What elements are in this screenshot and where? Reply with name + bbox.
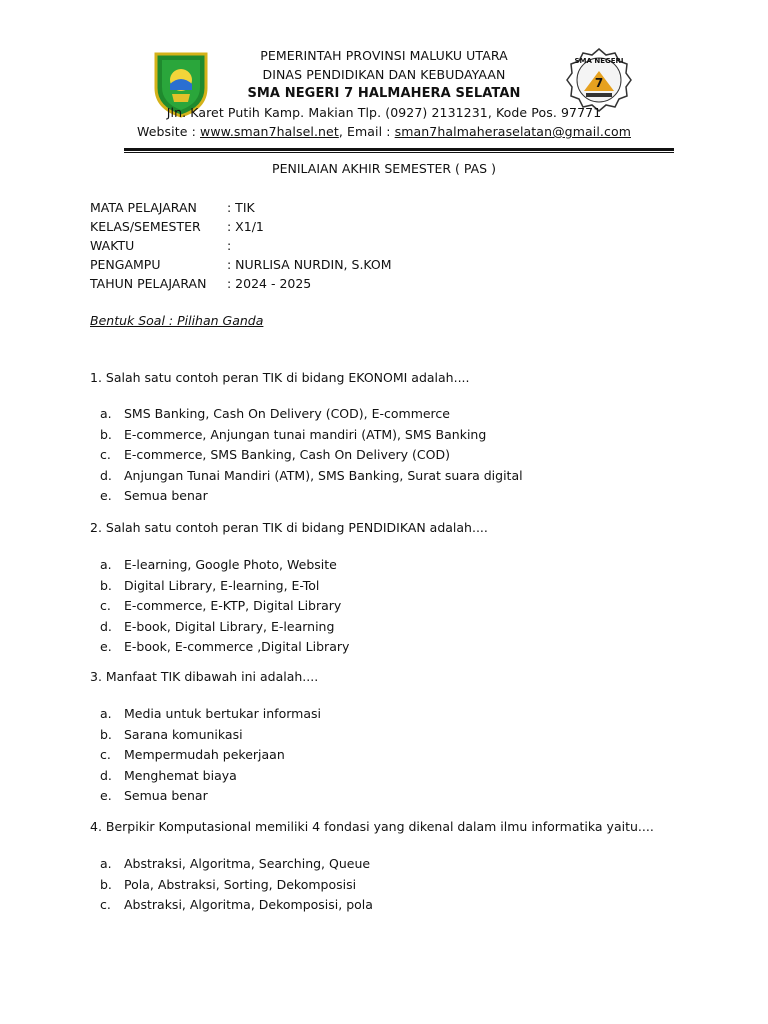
question-type: Bentuk Soal : Pilihan Ganda bbox=[90, 313, 264, 328]
exam-title: PENILAIAN AKHIR SEMESTER ( PAS ) bbox=[272, 161, 496, 176]
option bbox=[100, 555, 349, 576]
option-text: Media untuk bertukar informasi bbox=[124, 706, 321, 721]
meta-row bbox=[90, 217, 392, 236]
option bbox=[100, 725, 321, 746]
option-letter: b. bbox=[100, 426, 112, 442]
question-3: 3. Manfaat TIK dibawah ini adalah.... bbox=[90, 669, 319, 684]
option-text: Anjungan Tunai Mandiri (ATM), SMS Banking, Surat suara digital bbox=[124, 467, 523, 483]
option-text: E-book, E-commerce ,Digital Library bbox=[124, 639, 350, 654]
option-text: E-commerce, SMS Banking, Cash On Delivery (COD) bbox=[124, 447, 450, 462]
option-text: Menghemat biaya bbox=[124, 767, 237, 783]
option-text: Semua benar bbox=[124, 488, 208, 503]
option-letter: a. bbox=[100, 557, 112, 572]
option bbox=[100, 486, 523, 507]
option bbox=[100, 745, 321, 766]
meta-value: : NURLISA NURDIN, S.KOM bbox=[227, 257, 392, 272]
option bbox=[100, 404, 523, 425]
meta-row bbox=[90, 236, 392, 255]
option bbox=[100, 875, 373, 896]
option-text: Abstraksi, Algoritma, Dekomposisi, pola bbox=[124, 897, 373, 912]
letterhead-divider-thin bbox=[124, 152, 674, 153]
option-letter: c. bbox=[100, 598, 111, 613]
option-text: Pola, Abstraksi, Sorting, Dekomposisi bbox=[124, 876, 357, 892]
question-2-options bbox=[100, 555, 349, 658]
option-letter: b. bbox=[100, 577, 112, 593]
option bbox=[100, 766, 321, 787]
website-link[interactable]: www.sman7halsel.net bbox=[200, 124, 339, 139]
meta-key: KELAS/SEMESTER bbox=[90, 219, 201, 234]
option-letter: d. bbox=[100, 767, 112, 783]
option-text: E-commerce, Anjungan tunai mandiri (ATM), SMS Banking bbox=[124, 426, 487, 442]
option-letter: c. bbox=[100, 897, 111, 912]
option bbox=[100, 445, 523, 466]
letterhead bbox=[0, 46, 768, 141]
option bbox=[100, 576, 349, 597]
question-3-options bbox=[100, 704, 321, 807]
option bbox=[100, 596, 349, 617]
seal-number: 7 bbox=[594, 76, 604, 90]
option-text: Sarana komunikasi bbox=[124, 726, 243, 742]
option-letter: e. bbox=[100, 639, 112, 654]
option-text: Abstraksi, Algoritma, Searching, Queue bbox=[124, 856, 371, 871]
option bbox=[100, 854, 373, 875]
meta-row bbox=[90, 255, 392, 274]
school-address: Jln. Karet Putih Kamp. Makian Tlp. (0927) 2131231, Kode Pos. 97771 bbox=[166, 105, 602, 120]
option bbox=[100, 466, 523, 487]
meta-key: WAKTU bbox=[90, 238, 135, 253]
option-letter: e. bbox=[100, 788, 112, 803]
meta-key: MATA PELAJARAN bbox=[90, 200, 197, 215]
question-1-options bbox=[100, 404, 523, 507]
option bbox=[100, 617, 349, 638]
meta-key: PENGAMPU bbox=[90, 257, 161, 272]
option-text: E-book, Digital Library, E-learning bbox=[124, 618, 335, 634]
option bbox=[100, 637, 349, 658]
option-text: Semua benar bbox=[124, 788, 208, 803]
option-letter: a. bbox=[100, 406, 112, 421]
option-text: E-learning, Google Photo, Website bbox=[124, 557, 337, 572]
option-letter: a. bbox=[100, 706, 112, 721]
meta-value: : X1/1 bbox=[227, 219, 264, 234]
option-letter: e. bbox=[100, 488, 112, 503]
option-letter: c. bbox=[100, 747, 111, 762]
option-text: E-commerce, E-KTP, Digital Library bbox=[124, 598, 342, 613]
option bbox=[100, 895, 373, 916]
option-letter: a. bbox=[100, 856, 112, 871]
email-link[interactable]: sman7halmaheraselatan@gmail.com bbox=[394, 124, 631, 139]
option-text: SMS Banking, Cash On Delivery (COD), E-commerce bbox=[124, 406, 450, 421]
meta-value: : 2024 - 2025 bbox=[227, 276, 312, 291]
question-1: 1. Salah satu contoh peran TIK di bidang EKONOMI adalah.... bbox=[90, 370, 470, 385]
option-text: Mempermudah pekerjaan bbox=[124, 747, 285, 762]
letterhead-line2: DINAS PENDIDIKAN DAN KEBUDAYAAN bbox=[262, 67, 506, 82]
option bbox=[100, 704, 321, 725]
contact-line bbox=[0, 122, 768, 141]
option-text: Digital Library, E-learning, E-Tol bbox=[124, 577, 320, 593]
letterhead-divider bbox=[124, 148, 674, 151]
meta-key: TAHUN PELAJARAN bbox=[90, 276, 207, 291]
option-letter: b. bbox=[100, 876, 112, 892]
question-4: 4. Berpikir Komputasional memiliki 4 fondasi yang dikenal dalam ilmu informatika yaitu.... bbox=[90, 819, 654, 834]
option-letter: c. bbox=[100, 447, 111, 462]
option-letter: b. bbox=[100, 726, 112, 742]
option bbox=[100, 786, 321, 807]
option-letter: d. bbox=[100, 467, 112, 483]
question-4-options bbox=[100, 854, 373, 916]
option bbox=[100, 425, 523, 446]
option-letter: d. bbox=[100, 618, 112, 634]
school-name: SMA NEGERI 7 HALMAHERA SELATAN bbox=[247, 86, 521, 101]
email-label: , Email : bbox=[338, 124, 395, 139]
website-label: Website : bbox=[137, 124, 200, 139]
question-2: 2. Salah satu contoh peran TIK di bidang PENDIDIKAN adalah.... bbox=[90, 520, 488, 535]
meta-row bbox=[90, 274, 392, 293]
letterhead-line1: PEMERINTAH PROVINSI MALUKU UTARA bbox=[260, 48, 508, 63]
meta-row bbox=[90, 198, 392, 217]
seal-text: SMA NEGERI bbox=[574, 57, 624, 65]
exam-meta bbox=[90, 198, 392, 293]
meta-value: : TIK bbox=[227, 200, 255, 215]
meta-value: : bbox=[227, 238, 232, 253]
